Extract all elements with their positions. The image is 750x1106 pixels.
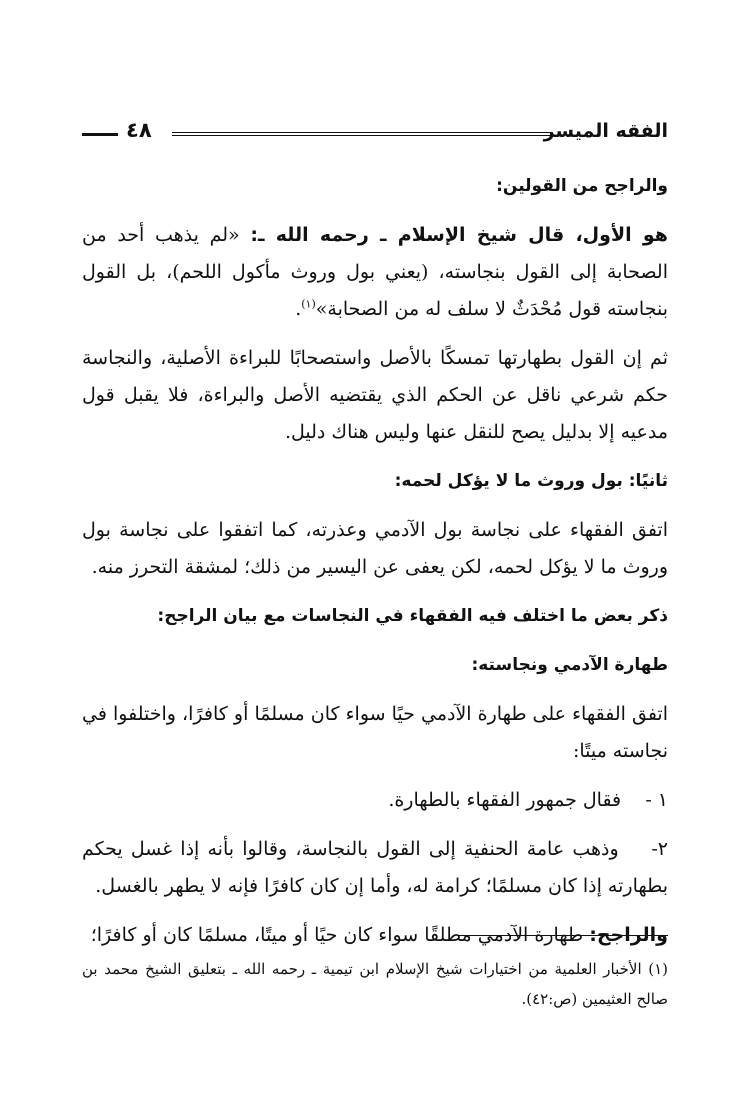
running-header [82, 118, 668, 148]
footnote-rule [458, 935, 668, 936]
heading-tahara-adami: طهارة الآدمي ونجاسته: [471, 655, 668, 675]
list-text: وذهب عامة الحنفية إلى القول بالنجاسة، وقالوا بأنه إذا غسل يحكم بطهارته إذا كان مسلمًا؛ كرامة له، وأما إن كان كافرًا فإنه لا يطهر بالغسل. [82, 838, 668, 897]
paragraph-lead: هو الأول، قال شيخ الإسلام ـ رحمه الله ـ: [250, 224, 668, 246]
list-item [82, 782, 668, 819]
paragraph-najasa-bawl: اتفق الفقهاء على نجاسة بول الآدمي وعذرته، كما اتفقوا على نجاسة بول وروث ما لا يؤكل لحمه، لكن يعفى عن اليسير من ذلك؛ لمشقة التحرز منه. [82, 519, 668, 578]
list-number: ١ - [645, 789, 668, 811]
paragraph-ittifaq: اتفق الفقهاء على طهارة الآدمي حيًا سواء كان مسلمًا أو كافرًا، واختلفوا في نجاسته ميتًا: [82, 703, 668, 762]
paragraph-ibn-taymiyyah [82, 217, 668, 328]
period: . [295, 298, 302, 320]
heading-rajih: والراجح من القولين: [496, 176, 668, 196]
book-title: الفقه الميسر [543, 120, 668, 142]
list-text: فقال جمهور الفقهاء بالطهارة. [388, 789, 622, 811]
heading-ikhtilaf: ذكر بعض ما اختلف فيه الفقهاء في النجاسات مع بيان الراجح: [157, 606, 668, 626]
page-body [82, 168, 668, 966]
quote-text: «لم يذهب أحد من الصحابة إلى القول بنجاسته، (يعني بول وروث مأكول اللحم)، بل القول بنجاسته قول مُحْدَثٌ لا سلف له من الصحابة» [82, 224, 668, 320]
heading-thaniyan: ثانيًا: بول وروث ما لا يؤكل لحمه: [394, 471, 668, 491]
footnote-ref[interactable]: (١) [301, 297, 316, 311]
footnote: (١) الأخبار العلمية من اختيارات شيخ الإسلام ابن تيمية ـ رحمه الله ـ بتعليق الشيخ محمد بن صالح العثيمين (ص:٤٢). [82, 960, 668, 1008]
list-number: ٢- [651, 838, 668, 860]
list-item [82, 831, 668, 905]
header-short-rule [82, 133, 118, 136]
paragraph-tahara-asl: ثم إن القول بطهارتها تمسكًا بالأصل واستصحابًا للبراءة الأصلية، والنجاسة حكم شرعي ناقل عن الحكم الذي يقتضيه الأصل والبراءة، فلا يقبل قول مدعيه إلا بدليل يصح للنقل عنها وليس هناك دليل. [82, 347, 668, 443]
rajih-text: طهارة الآدمي مطلقًا سواء كان حيًا أو ميتًا، مسلمًا كان أو كافرًا؛ [90, 924, 584, 946]
paragraph-lead: والراجح: [589, 924, 668, 946]
page-number: ٤٨ [126, 118, 152, 142]
header-rule [172, 132, 550, 136]
